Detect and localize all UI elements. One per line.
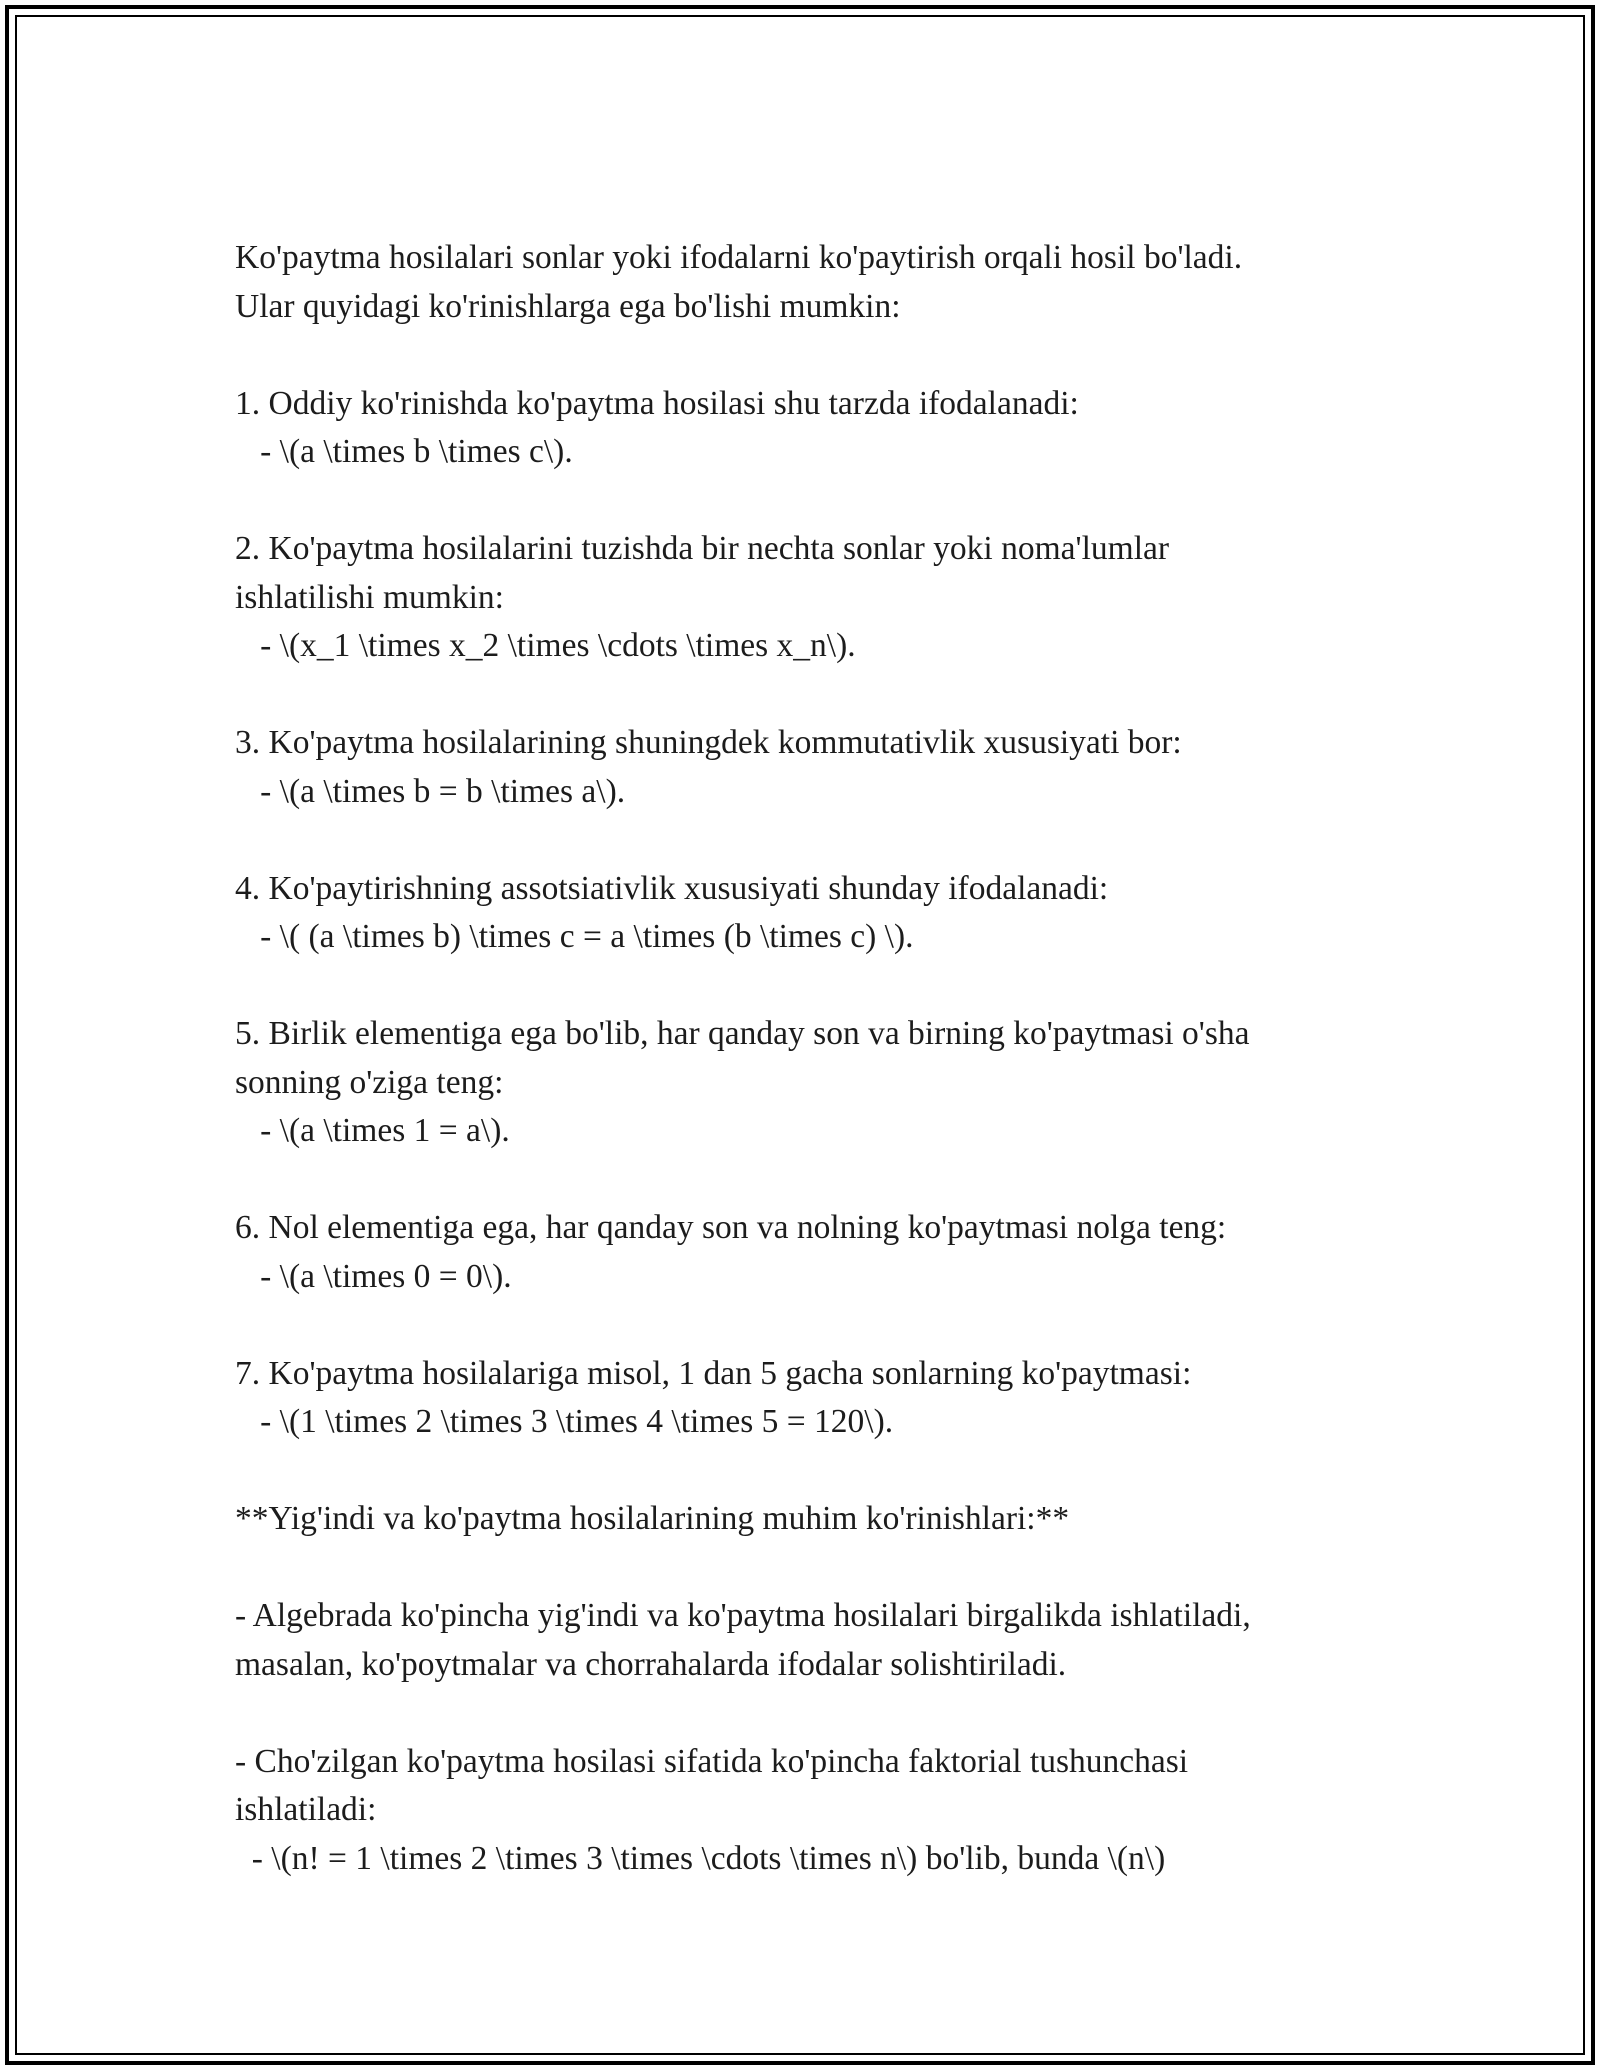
blank-line — [235, 1156, 1415, 1205]
formula-line: - \(1 \times 2 \times 3 \times 4 \times 5 = 120\). — [235, 1403, 894, 1440]
bullet-item: - Cho'zilgan ko'paytma hosilasi sifatida ko'pincha faktorial tushunchasi — [235, 1742, 1189, 1780]
blank-line — [235, 331, 1415, 380]
text-line: sonning o'ziga teng: — [235, 1063, 504, 1101]
formula-line: - \(a \times b \times c\). — [235, 433, 573, 470]
blank-line — [235, 1544, 1415, 1593]
document-body — [235, 234, 1415, 1883]
blank-line — [235, 962, 1415, 1011]
list-item-5: 5. Birlik elementiga ega bo'lib, har qanday son va birning ko'paytmasi o'sha — [235, 1015, 1250, 1052]
blank-line — [235, 1689, 1415, 1738]
formula-line: - \(n! = 1 \times 2 \times 3 \times \cdots \times n\) bo'lib, bunda \(n\) — [235, 1839, 1166, 1877]
list-item-7: 7. Ko'paytma hosilalariga misol, 1 dan 5 gacha sonlarning ko'paytmasi: — [235, 1354, 1192, 1392]
text-line: Ko'paytma hosilalari sonlar yoki ifodalarni ko'paytirish orqali hosil bo'ladi. — [235, 239, 1243, 276]
formula-line: - \(x_1 \times x_2 \times \cdots \times x_n\). — [235, 627, 856, 664]
text-line: ishlatilishi mumkin: — [235, 578, 504, 616]
section-heading: **Yig'indi va ko'paytma hosilalarining muhim ko'rinishlari:** — [235, 1500, 1070, 1537]
list-item-2: 2. Ko'paytma hosilalarini tuzishda bir nechta sonlar yoki noma'lumlar — [235, 530, 1170, 567]
blank-line — [235, 1301, 1415, 1350]
list-item-6: 6. Nol elementiga ega, har qanday son va nolning ko'paytmasi nolga teng: — [235, 1209, 1227, 1246]
blank-line — [235, 477, 1415, 526]
list-item-1: 1. Oddiy ko'rinishda ko'paytma hosilasi shu tarzda ifodalanadi: — [235, 384, 1079, 422]
formula-line: - \(a \times 0 = 0\). — [235, 1257, 512, 1295]
list-item-3: 3. Ko'paytma hosilalarining shuningdek kommutativlik xususiyati bor: — [235, 724, 1182, 761]
blank-line — [235, 816, 1415, 865]
formula-line: - \( (a \times b) \times c = a \times (b \times c) \). — [235, 918, 914, 955]
blank-line — [235, 671, 1415, 720]
list-item-4: 4. Ko'paytirishning assotsiativlik xususiyati shunday ifodalanadi: — [235, 869, 1109, 907]
text-line: ishlatiladi: — [235, 1791, 377, 1828]
bullet-item: - Algebrada ko'pincha yig'indi va ko'paytma hosilalari birgalikda ishlatiladi, — [235, 1597, 1251, 1634]
blank-line — [235, 1447, 1415, 1496]
text-line: Ular quyidagi ko'rinishlarga ega bo'lishi mumkin: — [235, 287, 901, 325]
formula-line: - \(a \times b = b \times a\). — [235, 772, 626, 810]
text-line: masalan, ko'poytmalar va chorrahalarda ifodalar solishtiriladi. — [235, 1645, 1067, 1683]
formula-line: - \(a \times 1 = a\). — [235, 1112, 510, 1149]
